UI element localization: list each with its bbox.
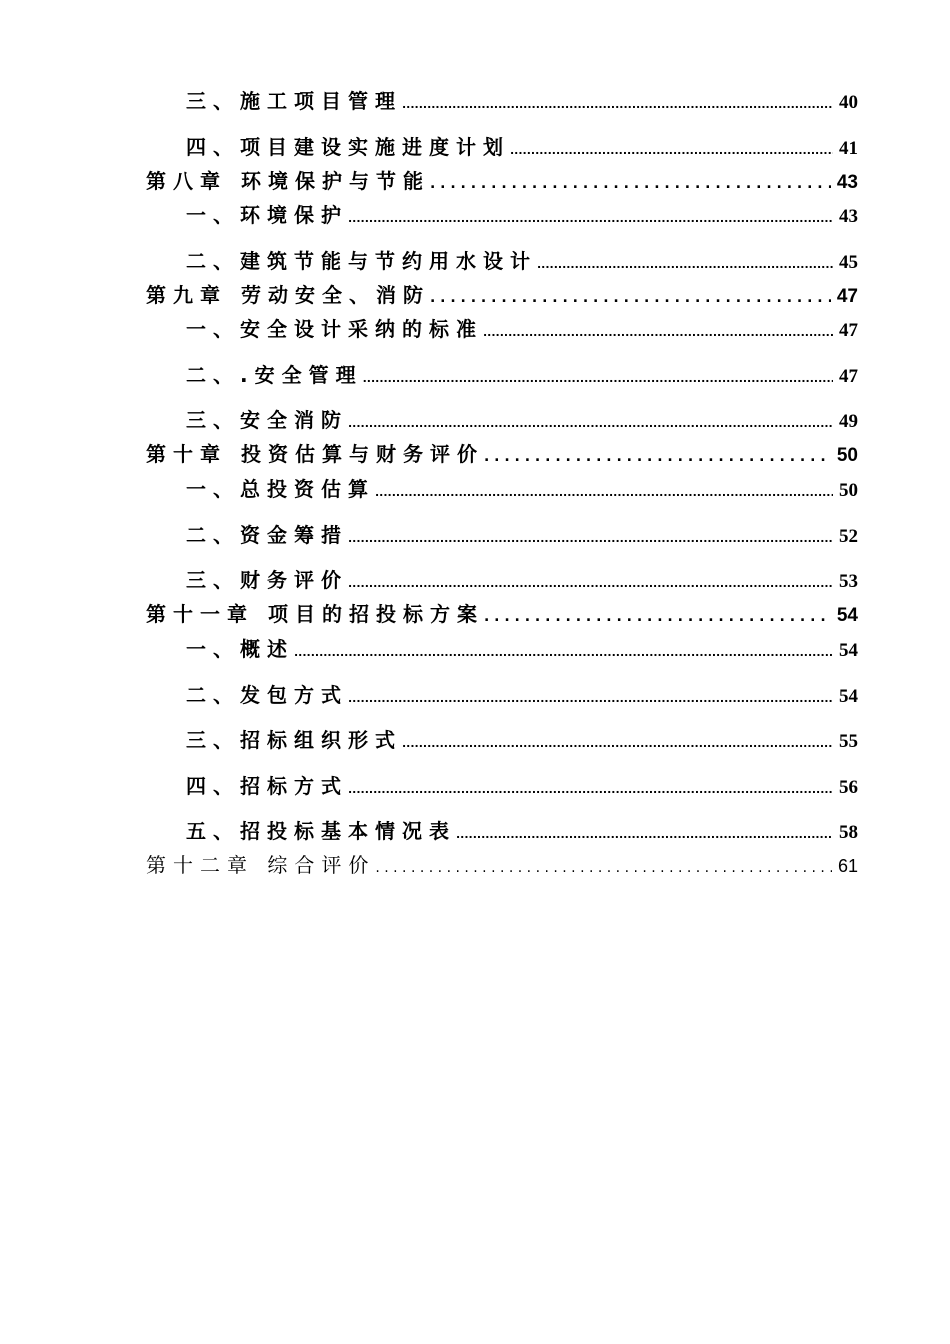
toc-entry-title: 一、总投资估算 [186,477,375,501]
toc-entry-title: 三、安全消防 [186,408,348,432]
toc-leader-dots [348,569,833,599]
toc-leader-dots [484,442,831,472]
toc-entry[interactable] [186,360,858,390]
toc-entry-page: 47 [839,366,858,387]
toc-leader-dots [363,364,833,394]
toc-leader-dots [484,602,831,632]
toc-entry[interactable] [186,86,858,116]
toc-entry-page: 56 [839,777,858,798]
toc-leader-dots [402,729,833,759]
toc-leader-dots [402,90,833,120]
toc-leader-dots [510,136,833,166]
toc-entry[interactable] [186,314,858,344]
toc-entry-title: 二、资金筹措 [186,523,348,547]
toc-leader-dots [456,820,833,850]
toc-chapter-page: 61 [837,856,858,876]
toc-chapter[interactable] [146,599,858,629]
toc-chapter[interactable] [146,439,858,469]
toc-entry[interactable] [186,520,858,550]
toc-chapter-page: 54 [836,605,858,626]
toc-leader-dots [375,853,832,883]
toc-chapter-title: 第八章 环境保护与节能 [146,169,430,193]
toc-entry-page: 52 [839,526,858,547]
toc-entry-title: 一、概述 [186,637,294,661]
toc-chapter-title: 第九章 劳动安全、消防 [146,283,430,307]
toc-entry-page: 43 [839,206,858,227]
toc-entry-page: 47 [839,320,858,341]
toc-chapter-title: 第十二章 综合评价 [146,853,376,877]
toc-entry[interactable] [186,634,858,664]
toc-entry-page: 40 [839,92,858,113]
toc-chapter-title: 第十一章 项目的招投标方案 [146,602,484,626]
toc-entry-page: 49 [839,411,858,432]
toc-entry-page: 55 [839,731,858,752]
toc-leader-dots [483,318,833,348]
toc-entry-page: 54 [839,686,858,707]
toc-entry-title: 四、招标方式 [186,774,348,798]
toc-leader-dots [537,250,833,280]
toc-entry[interactable] [186,565,858,595]
toc-entry-title: 三、招标组织形式 [186,728,402,752]
toc-entry[interactable] [186,771,858,801]
toc-entry-page: 45 [839,252,858,273]
toc-entry[interactable] [186,132,858,162]
toc-entry[interactable] [186,680,858,710]
toc-leader-dots [348,409,833,439]
toc-leader-dots [294,638,833,668]
toc-entry[interactable] [186,474,858,504]
toc-entry[interactable] [186,246,858,276]
toc-chapter-page: 47 [836,286,858,307]
toc-entry-title: 一、环境保护 [186,203,348,227]
toc-chapter[interactable] [146,850,858,880]
toc-entry[interactable] [186,816,858,846]
toc-chapter-page: 43 [836,172,858,193]
toc-leader-dots [375,478,833,508]
toc-entry-title: 二、建筑节能与节约用水设计 [186,249,537,273]
toc-leader-dots [430,283,831,313]
toc-entry-title: 二、发包方式 [186,683,348,707]
toc-entry-title: 三、施工项目管理 [186,89,402,113]
toc-entry-title: 一、安全设计采纳的标准 [186,317,483,341]
toc-leader-dots [430,169,831,199]
toc-entry[interactable] [186,725,858,755]
toc-leader-dots [348,684,833,714]
toc-entry[interactable] [186,200,858,230]
toc-leader-dots [348,524,833,554]
toc-leader-dots [348,204,833,234]
toc-chapter[interactable] [146,280,858,310]
toc-chapter-page: 50 [836,445,858,466]
toc-entry-page: 54 [839,640,858,661]
toc-chapter[interactable] [146,166,858,196]
toc-entry-title: 二、.安全管理 [186,363,363,387]
toc-entry[interactable] [186,405,858,435]
toc-entry-page: 50 [839,480,858,501]
toc-entry-page: 53 [839,571,858,592]
toc-entry-page: 58 [839,822,858,843]
toc-chapter-title: 第十章 投资估算与财务评价 [146,442,484,466]
toc-leader-dots [348,775,833,805]
toc-entry-title: 四、项目建设实施进度计划 [186,135,510,159]
toc-entry-page: 41 [839,138,858,159]
toc-entry-title: 五、招投标基本情况表 [186,819,456,843]
toc-entry-title: 三、财务评价 [186,568,348,592]
